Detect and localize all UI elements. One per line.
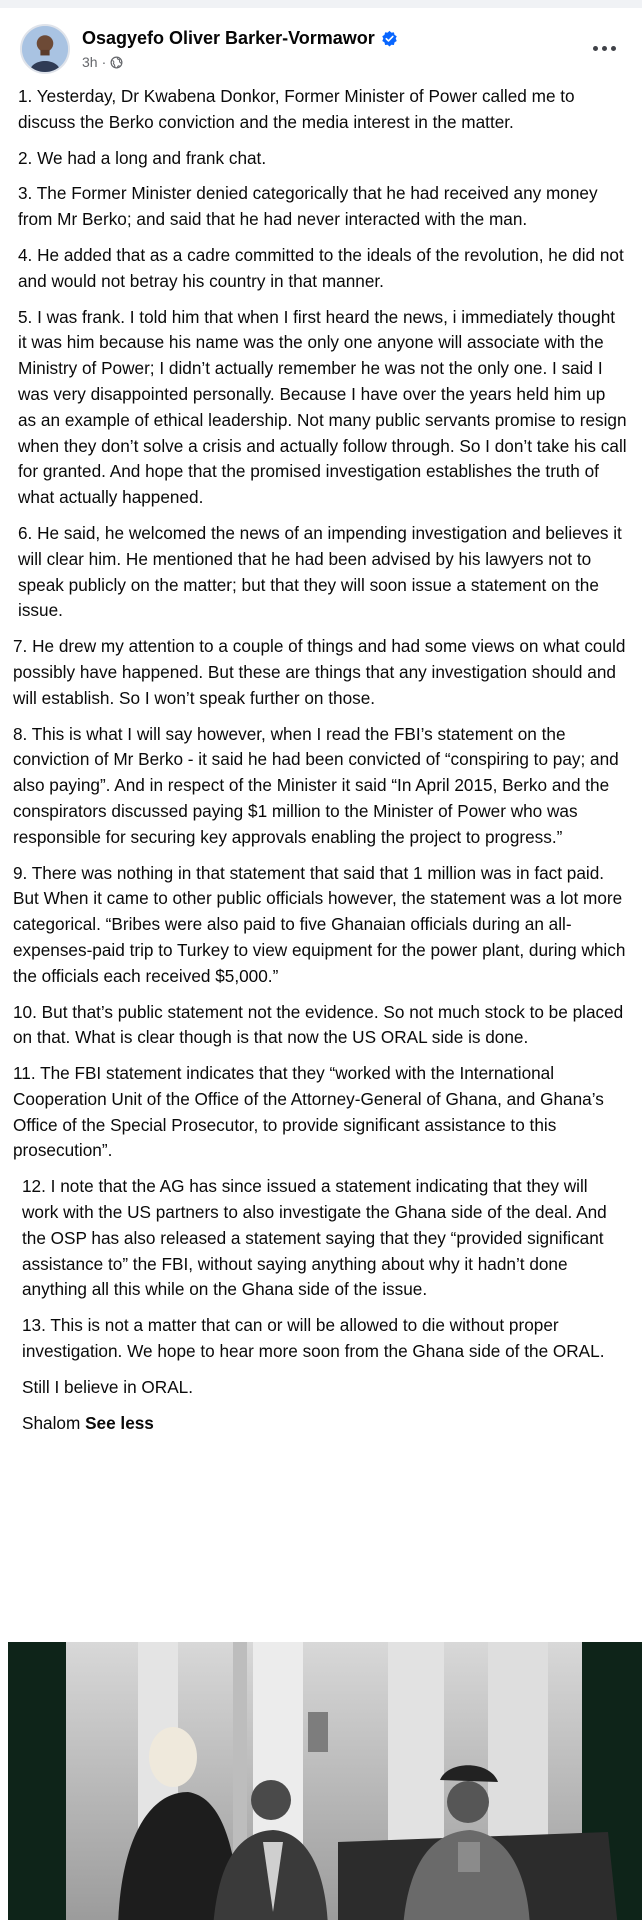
post-meta — [82, 54, 398, 70]
post-paragraph-9: 9. There was nothing in that statement that said that 1 million was in fact paid. But When it came to other public officials however, the statement was a lot more categorical. “Bribes were also paid to five Ghanaian officials during an all-expenses-paid trip to Turkey to view equipment for the power plant, during which the officials each received $5,000.” — [13, 862, 626, 986]
post-closing-line — [22, 1411, 628, 1437]
author-line — [82, 28, 398, 49]
post-paragraph-12: 12. I note that the AG has since issued a statement indicating that they will work with the US partners to also investigate the Ghana side of the deal. And the OSP has also released a statement saying that they “provided significant assistance to” the FBI, without saying anything about why it hadn’t done anything all this while on the Ghana side of the issue. — [22, 1176, 607, 1300]
author-name[interactable]: Osagyefo Oliver Barker-Vormawor — [82, 28, 375, 48]
post-body — [13, 84, 628, 1446]
post-time[interactable]: 3h — [82, 54, 98, 70]
meta-separator: · — [101, 54, 107, 70]
post-paragraph-4: 4. He added that as a cadre committed to the ideals of the revolution, he did not and would not betray his country in that manner. — [18, 244, 624, 291]
post-paragraph-3: 3. The Former Minister denied categorically that he had received any money from Mr Berko; and said that he had never interacted with the man. — [18, 183, 598, 230]
closing-text: Shalom — [22, 1412, 81, 1433]
globe-icon[interactable] — [110, 56, 123, 69]
post-paragraph-2: 2. We had a long and frank chat. — [18, 147, 267, 168]
photo-image — [8, 1642, 642, 1920]
post-paragraph-8: 8. This is what I will say however, when I read the FBI’s statement on the conviction of Mr Berko - it said he had been convicted of “conspiring to pay; and also paying”. And in respect of the Minister it said “In April 2015, Berko and the conspirators discussed paying $1 million to the Minister of Power who was responsible for securing key approvals enabling the project to progress.” — [13, 723, 619, 847]
post-card — [0, 8, 642, 1920]
post-paragraph-1: 1. Yesterday, Dr Kwabena Donkor, Former Minister of Power called me to discuss the Berko conviction and the media interest in the matter. — [18, 86, 575, 132]
more-options-icon[interactable] — [586, 30, 622, 66]
verified-badge-icon — [381, 30, 398, 47]
avatar-image — [22, 26, 68, 72]
post-paragraph-5: 5. I was frank. I told him that when I first heard the news, i immediately thought it was him because his name was the only one anyone will associate with the Ministry of Power; I didn’t actually remember he was not the only one. I said I was very disappointed personally. Because I have over the years held him up as an example of ethical leadership. Not many public servants promise to resign when they don’t solve a crisis and actually follow through. So I don’t take his call for granted. And hope that the promised investigation establishes the truth of what actually happened. — [18, 306, 627, 508]
post-paragraph-14: Still I believe in ORAL. — [22, 1376, 193, 1397]
see-less-link[interactable]: See less — [85, 1412, 154, 1433]
post-paragraph-11: 11. The FBI statement indicates that they “worked with the International Cooperation Unit of the Office of the Attorney-General of Ghana, and Ghana’s Office of the Special Prosecutor, to provide significant assistance to this prosecution”. — [13, 1063, 604, 1161]
post-paragraph-10: 10. But that’s public statement not the evidence. So not much stock to be placed on that. What is clear though is that now the US ORAL side is done. — [13, 1001, 624, 1048]
author-avatar[interactable] — [20, 24, 70, 74]
author-block — [82, 28, 398, 70]
post-header — [20, 24, 622, 84]
post-paragraph-13: 13. This is not a matter that can or will be allowed to die without proper investigation. We hope to hear more soon from the Ghana side of the ORAL. — [22, 1315, 605, 1362]
post-paragraph-7: 7. He drew my attention to a couple of things and had some views on what could possibly have happened. But these are things that any investigation should and will establish. So I won’t speak further on those. — [13, 636, 626, 708]
post-paragraph-6: 6. He said, he welcomed the news of an impending investigation and believes it will clear him. He mentioned that he had been advised by his lawyers not to speak publicly on the matter; but that they will soon issue a statement on the issue. — [18, 522, 622, 621]
post-photo[interactable] — [8, 1642, 642, 1920]
